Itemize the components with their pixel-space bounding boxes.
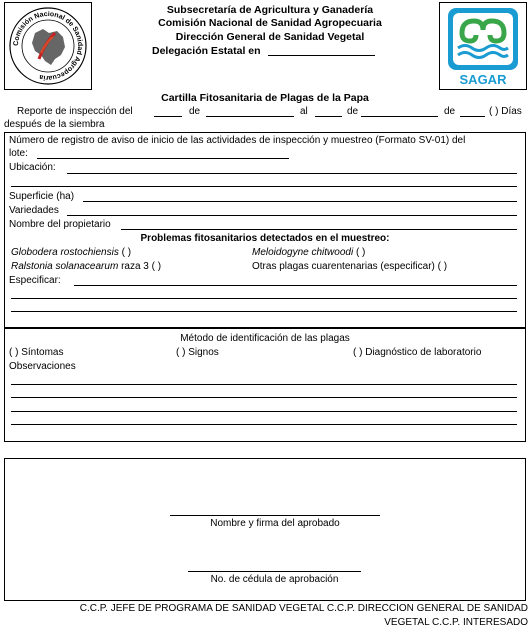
ubicacion-field2[interactable] xyxy=(11,186,517,187)
globodera-item xyxy=(11,247,131,259)
seal-box xyxy=(4,2,92,90)
observaciones-field3[interactable] xyxy=(11,411,517,412)
header-line3: Dirección General de Sanidad Vegetal xyxy=(175,31,365,43)
de3-label: de xyxy=(444,106,456,117)
especificar-field3[interactable] xyxy=(11,311,517,312)
dias-label: ( ) Días xyxy=(489,106,522,117)
sintomas-checkbox[interactable]: ( ) Síntomas xyxy=(9,347,64,358)
metodo-heading: Método de identificación de las plagas xyxy=(180,333,350,344)
signos-checkbox[interactable]: ( ) Signos xyxy=(176,347,219,358)
reporte-field1[interactable] xyxy=(154,116,182,117)
svg-text:SAGAR: SAGAR xyxy=(459,72,507,87)
superficie-label: Superficie (ha) xyxy=(9,191,75,202)
ubicacion-field[interactable] xyxy=(67,173,517,174)
problemas-heading: Problemas fitosanitarios detectados en el muestreo: xyxy=(140,233,390,244)
meloidogyne-checkbox[interactable]: ( ) xyxy=(355,247,366,258)
meloidogyne-label: Meloidogyne chitwoodi xyxy=(252,247,354,258)
reporte-field4[interactable] xyxy=(361,116,438,117)
ralstonia-raza-checkbox[interactable]: raza 3 ( ) xyxy=(121,261,162,272)
de1-label: de xyxy=(189,106,201,117)
propietario-label: Nombre del propietario xyxy=(9,219,111,230)
globodera-label: Globodera rostochiensis xyxy=(11,247,119,258)
firma-line[interactable] xyxy=(170,515,380,516)
reporte-field2[interactable] xyxy=(206,116,294,117)
despues-label: después de la siembra xyxy=(4,119,105,130)
sagar-logo-box xyxy=(439,2,527,90)
ubicacion-label: Ubicación: xyxy=(9,162,56,173)
observaciones-field1[interactable] xyxy=(11,384,517,385)
al-label: al xyxy=(300,106,308,117)
observaciones-field4[interactable] xyxy=(11,424,517,425)
otras-plagas-checkbox[interactable]: Otras plagas cuarentenarias (especificar) ( ) xyxy=(252,261,448,272)
de2-label: de xyxy=(347,106,359,117)
ralstonia-item xyxy=(11,261,161,273)
cedula-line[interactable] xyxy=(188,571,361,572)
lote-label: lote: xyxy=(9,148,28,159)
observaciones-field2[interactable] xyxy=(11,397,517,398)
reporte-field5[interactable] xyxy=(460,116,485,117)
header-line4: Delegación Estatal en xyxy=(152,45,261,57)
especificar-label: Especificar: xyxy=(9,275,61,286)
page-title: Cartilla Fitosanitaria de Plagas de la Papa xyxy=(161,92,369,104)
sagar-logo-icon xyxy=(440,3,526,89)
variedades-label: Variedades xyxy=(9,205,59,216)
diagnostico-checkbox[interactable]: ( ) Diagnóstico de laboratorio xyxy=(353,347,482,358)
header-line2: Comisión Nacional de Sanidad Agropecuaria xyxy=(158,17,382,29)
variedades-field[interactable] xyxy=(67,215,517,216)
superficie-field[interactable] xyxy=(83,201,517,202)
reporte-label: Reporte de inspección del xyxy=(17,106,133,117)
firma-label: Nombre y firma del aprobado xyxy=(210,518,340,529)
numero-label: Número de registro de aviso de inicio de las actividades de inspección y muestreo (Formato SV-01) del xyxy=(9,135,466,146)
svg-text:Comisión Nacional de Sanidad A: Comisión Nacional de Sanidad Agropecuaria xyxy=(12,10,84,82)
meloidogyne-item xyxy=(252,247,365,259)
footer-line1: C.C.P. JEFE DE PROGRAMA DE SANIDAD VEGETAL C.C.P. DIRECCION GENERAL DE SANIDAD xyxy=(79,603,528,614)
seal-icon xyxy=(5,3,91,89)
cedula-label: No. de cédula de aprobación xyxy=(210,574,339,585)
ralstonia-label: Ralstonia solanacearum xyxy=(11,261,119,272)
globodera-checkbox[interactable]: ( ) xyxy=(121,247,132,258)
header-line1: Subsecretaría de Agricultura y Ganadería xyxy=(166,4,374,16)
reporte-field3[interactable] xyxy=(315,116,342,117)
especificar-field2[interactable] xyxy=(11,298,517,299)
delegacion-line xyxy=(268,55,375,56)
lote-field[interactable] xyxy=(37,158,289,159)
especificar-field[interactable] xyxy=(74,285,517,286)
footer-line2: VEGETAL C.C.P. INTERESADO xyxy=(384,617,528,628)
observaciones-label: Observaciones xyxy=(9,361,76,372)
propietario-field[interactable] xyxy=(121,229,517,230)
